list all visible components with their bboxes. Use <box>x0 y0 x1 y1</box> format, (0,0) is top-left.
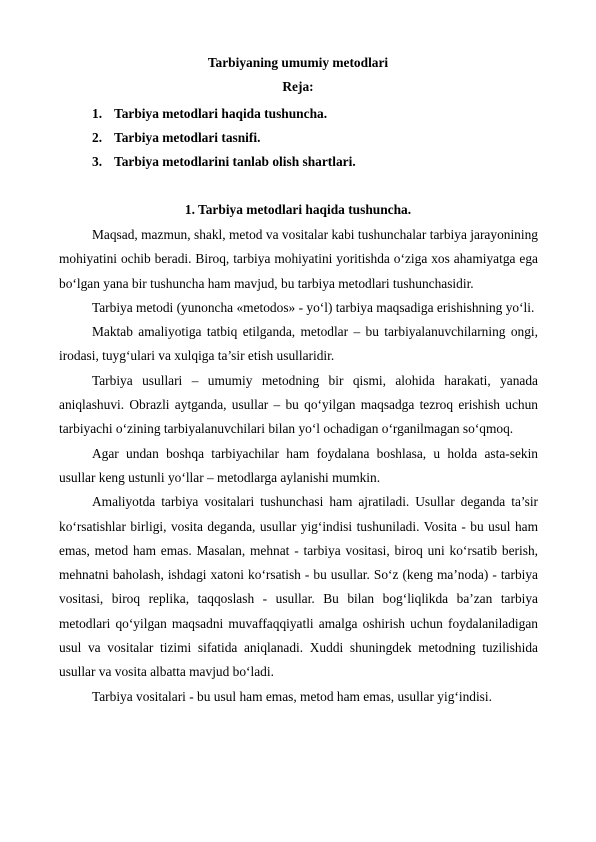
plan-item-number: 2. <box>92 130 103 145</box>
body-text <box>59 223 538 709</box>
plan-item <box>92 150 552 174</box>
plan-item-number: 1. <box>92 106 103 121</box>
document-title: Tarbiyaning umumiy metodlari <box>207 55 389 70</box>
plan-item-text: Tarbiya metodlarini tanlab olish shartlari. <box>114 154 356 169</box>
plan-item <box>92 102 552 126</box>
paragraph: Amaliyotda tarbiya vositalari tushunchasi ham ajratiladi. Usullar deganda ta’sir ko‘rsatishlar birligi, vosita deganda, usullar yig‘indisi tushuniladi. Vosita - bu usul ham emas, metod ham emas. Masalan, mehnat - tarbiya vositasi, biroq uni ko‘rsatib berish, mehnatni baholash, ishdagi xatoni ko‘rsatish - bu usullar. So‘z (keng ma’noda) - tarbiya vositasi, biroq replika, taqqoslash - usullar. Bu bilan bog‘liqlikda ba’zan tarbiya metodlari qo‘yilgan maqsadni muvaffaqqiyatli amalga oshirish uchun foydalaniladigan usul va vositalar tizimi sifatida aniqlanadi. Xuddi shuningdek metodning tuzilishida usullar va vosita albatta mavjud bo‘ladi. <box>59 494 538 680</box>
paragraph: Tarbiya vositalari - bu usul ham emas, metod ham emas, usullar yig‘indisi. <box>92 688 492 704</box>
plan-list <box>92 102 552 174</box>
paragraph: Tarbiya usullari – umumiy metodning bir qismi, alohida harakati, yanada aniqlashuvi. Obrazli aytganda, usullar – bu qo‘yilgan maqsadga tezroq erishish uchun tarbiyachi o‘zining tarbiyalanuvchilari bilan yo‘l ochadigan o‘rganilmagan so‘qmoq. <box>59 372 538 437</box>
paragraph: Agar undan boshqa tarbiyachilar ham foydalana boshlasa, u holda asta-sekin usullar keng ustunli yo‘llar – metodlarga aylanishi mumkin. <box>59 445 538 485</box>
plan-item-number: 3. <box>92 154 103 169</box>
paragraph: Tarbiya metodi (yunoncha «metodos» - yo‘l) tarbiya maqsadiga erishishning yo‘li. <box>92 299 535 315</box>
section-heading: 1. Tarbiya metodlari haqida tushuncha. <box>184 202 412 217</box>
plan-item-text: Tarbiya metodlari haqida tushuncha. <box>114 106 328 121</box>
plan-item <box>92 126 552 150</box>
paragraph: Maqsad, mazmun, shakl, metod va vositalar kabi tushunchalar tarbiya jarayonining mohiyatini ochib beradi. Biroq, tarbiya mohiyatini yoritishda o‘ziga xos ahamiyatga ega bo‘lgan yana bir tushuncha ham mavjud, bu tarbiya metodlari tushunchasidir. <box>59 227 538 291</box>
plan-label: Reja: <box>282 79 314 94</box>
plan-item-text: Tarbiya metodlari tasnifi. <box>114 130 261 145</box>
paragraph: Maktab amaliyotiga tatbiq etilganda, metodlar – bu tarbiyalanuvchilarning ongi, irodasi, tuyg‘ulari va xulqiga ta’sir etish usullaridir. <box>59 324 538 364</box>
